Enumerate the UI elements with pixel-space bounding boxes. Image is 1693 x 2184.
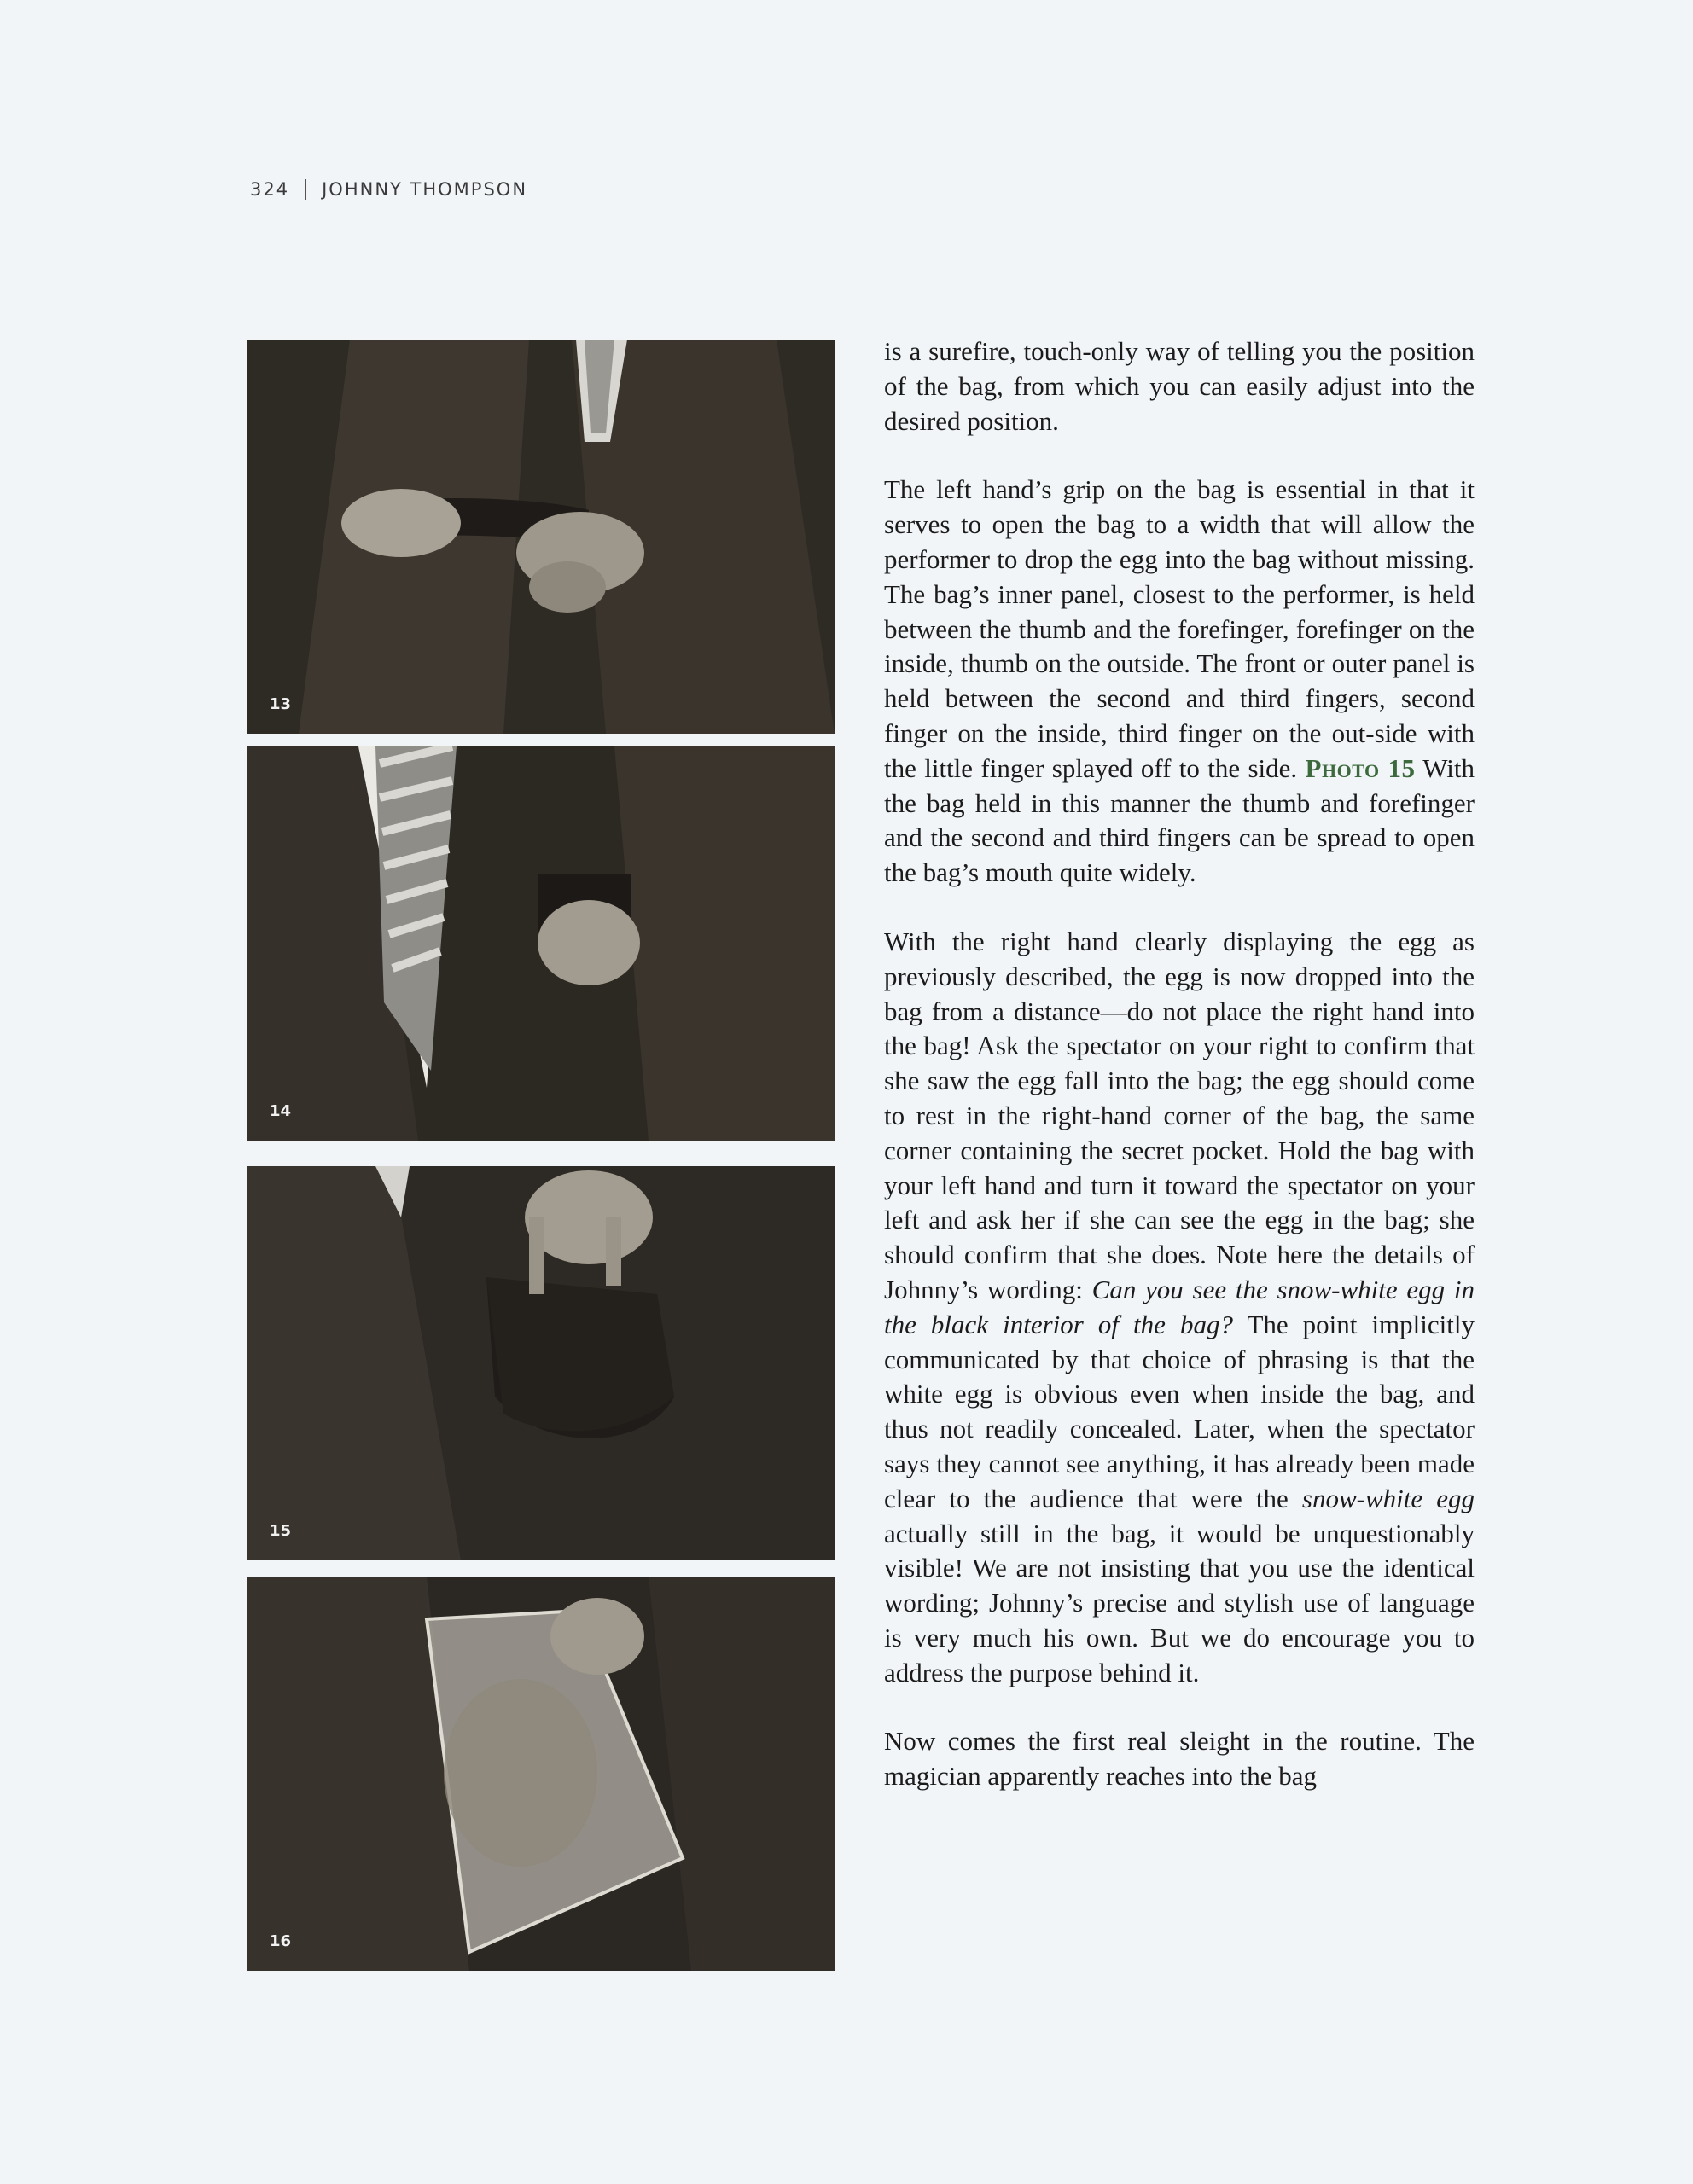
paragraph-4: Now comes the first real sleight in the routine. The magician apparently reaches into the bag bbox=[884, 1726, 1475, 1792]
page-number: 324 bbox=[250, 179, 290, 200]
photo-15 bbox=[247, 1166, 835, 1560]
photo-number: 13 bbox=[270, 695, 292, 713]
header-divider bbox=[305, 179, 306, 200]
photo-16 bbox=[247, 1577, 835, 1971]
photo-number: 14 bbox=[270, 1102, 292, 1120]
photo-13-image bbox=[247, 340, 835, 734]
paragraph-3-part-c: actually still in the bag, it would be unquestionably visible! We are not insisting that you use the identical wording; Johnny’s precise and stylish use of language is very much his own. But we do encourage you to address the purpose behind it. bbox=[884, 1518, 1475, 1687]
paragraph-1: is a surefire, touch-only way of telling you the position of the bag, from which you can easily adjust into the desired position. bbox=[884, 336, 1475, 436]
photo-number: 16 bbox=[270, 1932, 292, 1950]
running-header bbox=[250, 179, 527, 200]
photo-14-image bbox=[247, 746, 835, 1141]
quoted-wording: Can you see the snow-white egg in the black interior of the bag? bbox=[884, 1274, 1475, 1339]
paragraph-2 bbox=[884, 473, 1475, 891]
photo-16-image bbox=[247, 1577, 835, 1971]
running-title: JOHNNY THOMPSON bbox=[322, 179, 528, 200]
body-text bbox=[884, 334, 1475, 1794]
photo-13 bbox=[247, 340, 835, 734]
paragraph-2-part-a: The left hand’s grip on the bag is essential in that it serves to open the bag to a width that will allow the performer to drop the egg into the bag without missing. The bag’s inner panel, closest to the performer, is held between the thumb and the forefinger, forefinger on the inside, thumb on the outside. The front or outer panel is held between the second and third fingers, second finger on the inside, third finger on the out-side with the little finger splayed off to the side. bbox=[884, 474, 1475, 783]
paragraph-3 bbox=[884, 925, 1475, 1691]
emphasis-snow-white-egg: snow-white egg bbox=[1301, 1483, 1475, 1513]
paragraph-2-part-b: With the bag held in this manner the thumb and forefinger and the second and third fingers can be spread to open the bag’s mouth quite widely. bbox=[884, 752, 1475, 888]
photo-number: 15 bbox=[270, 1522, 292, 1540]
paragraph-3-part-b: The point implicitly communicated by that choice of phrasing is that the white egg is obvious even when inside the bag, and thus not readily concealed. Later, when the spectator says they cannot see anything, it has already been made clear to the audience that were the bbox=[884, 1309, 1475, 1513]
photo-15-reference: Photo 15 bbox=[1305, 752, 1416, 783]
paragraph-3-part-a: With the right hand clearly displaying the egg as previously described, the egg is now dropped into the bag from a distance—do not place the right hand into the bag! Ask the spectator on your right to confirm that she saw the egg fall into the bag; the egg should come to rest in the right-hand corner of the bag, the same corner containing the secret pocket. Hold the bag with your left hand and turn it toward the spectator on your left and ask her if she can see the egg in the bag; she should confirm that she does. Note here the details of Johnny’s wording: bbox=[884, 926, 1475, 1304]
photo-15-image bbox=[247, 1166, 835, 1560]
photo-14 bbox=[247, 746, 835, 1141]
